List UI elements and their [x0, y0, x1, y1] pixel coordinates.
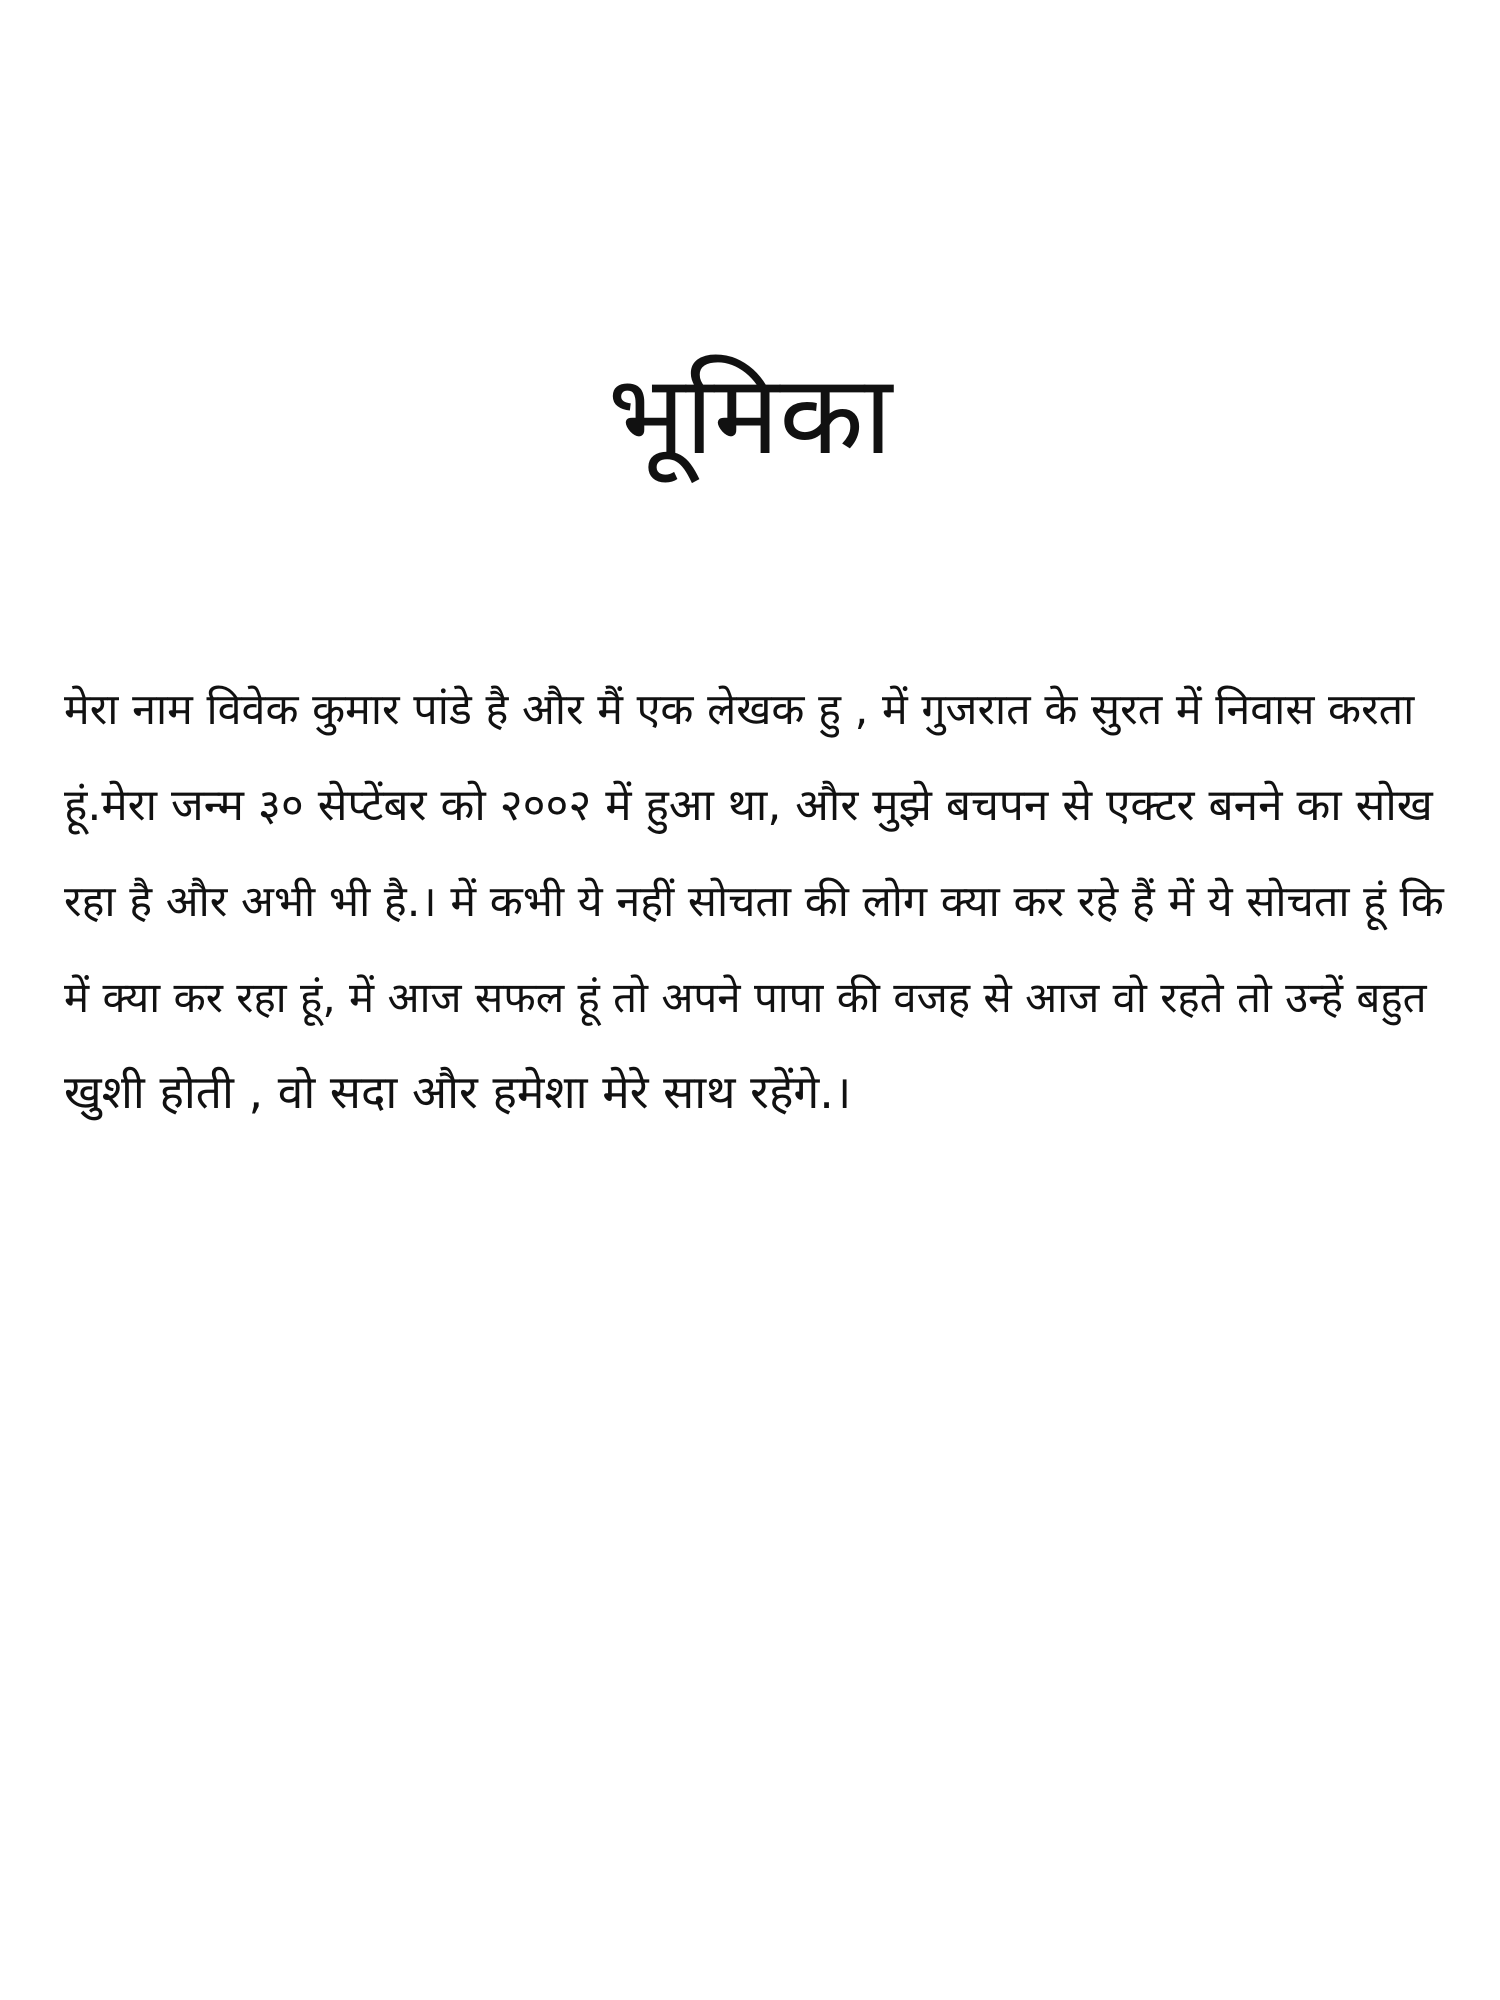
paragraph-line-2: हूं.मेरा जन्म ३० सेप्टेंबर को २००२ में हुआ था, और मुझे बचपन से एक्टर बनने का सोख [64, 780, 1433, 831]
paragraph-line-5: खुशी होती , वो सदा और हमेशा मेरे साथ रहेंगे.। [64, 1065, 852, 1119]
preface-paragraph [64, 660, 1444, 1140]
paragraph-line-3: रहा है और अभी भी है.। में कभी ये नहीं सोचता की लोग क्या कर रहे हैं में ये सोचता हूं कि [64, 877, 1444, 927]
paragraph-line-4: में क्या कर रहा हूं, में आज सफल हूं तो अपने पापा की वजह से आज वो रहते तो उन्हें बहुत [64, 973, 1427, 1022]
page-title: भूमिका [607, 351, 893, 479]
paragraph-line-1: मेरा नाम विवेक कुमार पांडे है और मैं एक लेखक हु , में गुजरात के सुरत में निवास करता [64, 685, 1415, 735]
